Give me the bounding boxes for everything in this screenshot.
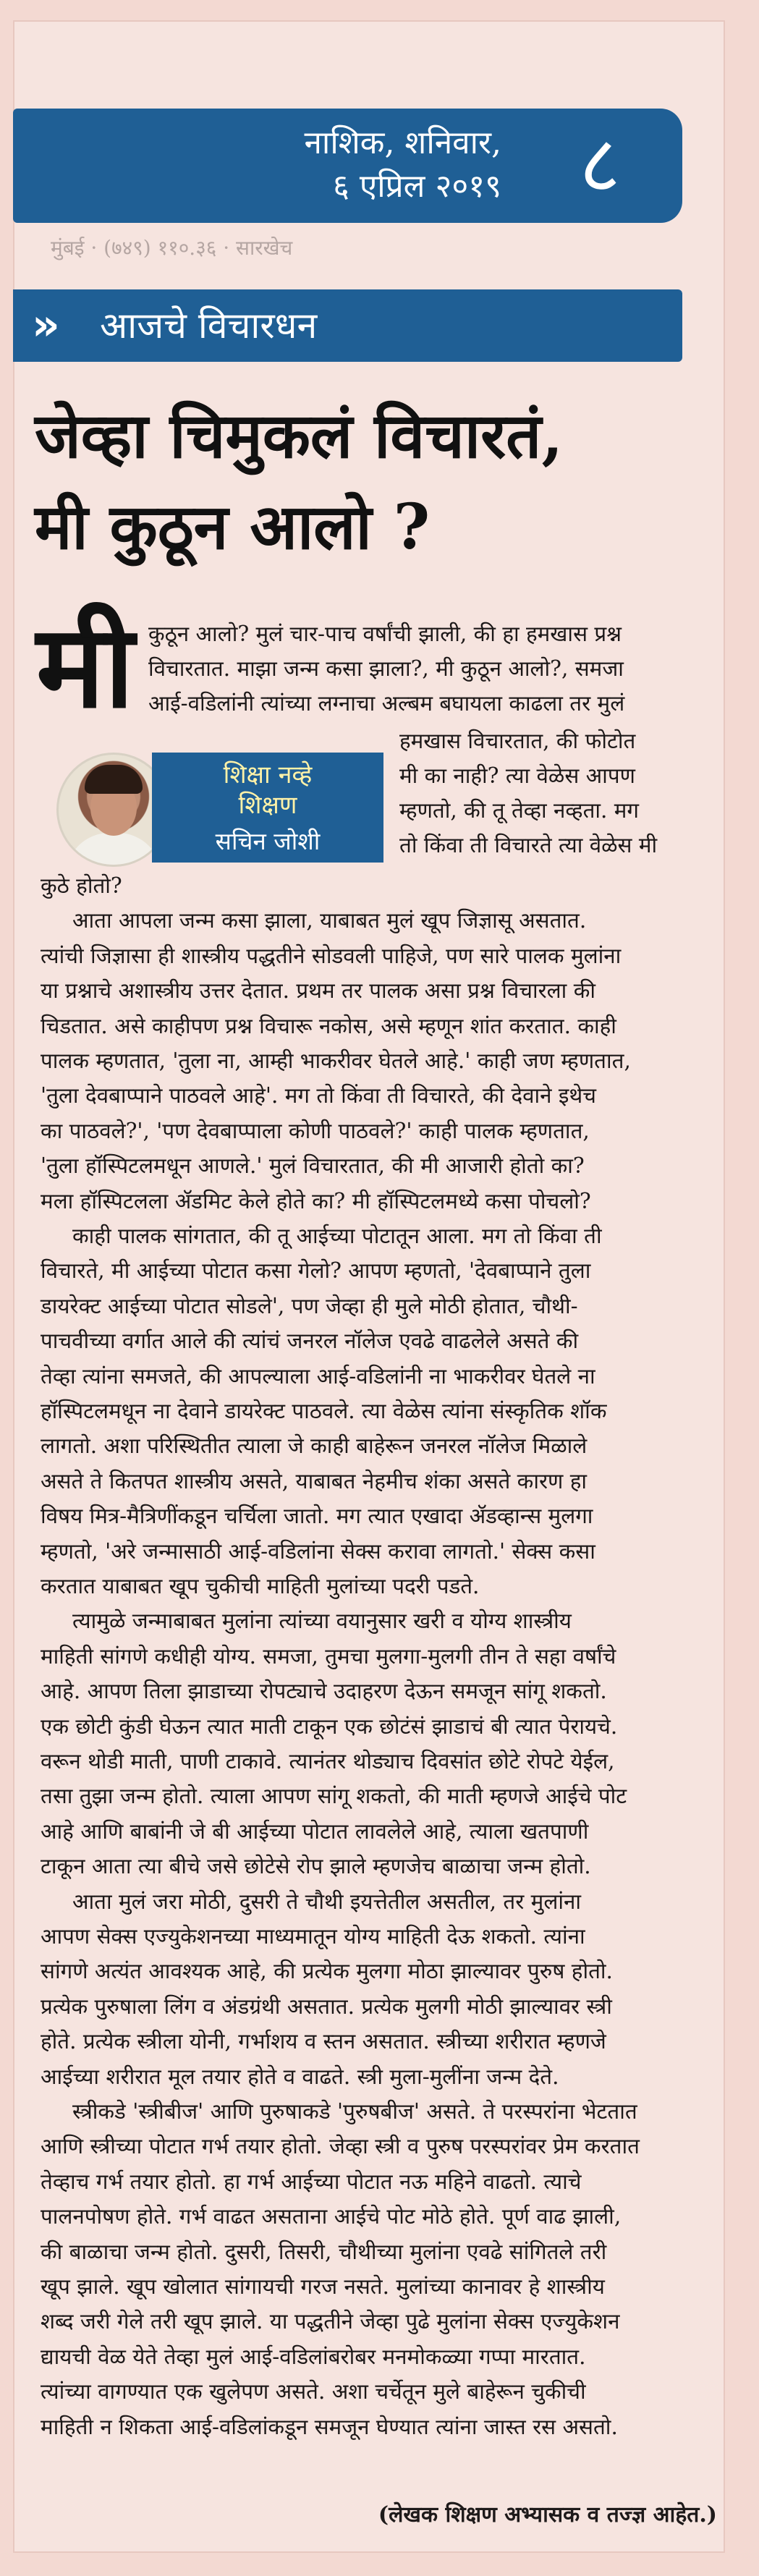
photo-hair (85, 765, 143, 794)
date-banner (13, 109, 682, 223)
article-line: तेव्हाच गर्भ तयार होतो. हा गर्भ आईच्या पोटात नऊ महिने वाढतो. त्याचे (41, 2169, 582, 2194)
section-title: आजचे विचारधन (100, 305, 318, 347)
article-line: त्यांच्या वागण्यात एक खुलेपण असते. अशा चर्चेतून मुले बाहेरून चुकीची (41, 2379, 586, 2405)
article-line: त्यांची जिज्ञासा ही शास्त्रीय पद्धतीने सोडवली पाहिजे, पण सारे पालक मुलांना (41, 943, 622, 968)
article-line: म्हणतो, की तू तेव्हा नव्हता. मग (399, 798, 640, 823)
article-line: आता मुलं जरा मोठी, दुसरी ते चौथी इयत्तेतील असतील, तर मुलांना (72, 1889, 581, 1914)
article-line: म्हणतो, 'अरे जन्मासाठी आई-वडिलांना सेक्स करावा लागतो.' सेक्स कसा (41, 1538, 595, 1564)
article-line: मी का नाही? त्या वेळेस आपण (399, 763, 635, 788)
double-chevron-icon: » (32, 300, 60, 350)
article-line: त्यामुळे जन्माबाबत मुलांना त्यांच्या वयानुसार खरी व योग्य शास्त्रीय (72, 1609, 572, 1634)
article-line: खूप झाले. खूप खोलात सांगायची गरज नसते. मुलांच्या कानावर हे शास्त्रीय (41, 2274, 605, 2299)
article-line: चिडतात. असे काहीपण प्रश्न विचारू नकोस, असे म्हणून शांत करतात. काही (41, 1013, 616, 1038)
date-text (305, 122, 501, 208)
article-line: प्रत्येक पुरुषाला लिंग व अंडग्रंथी असतात. प्रत्येक मुलगी मोठी झाल्यावर स्त्री (41, 1994, 612, 2019)
headline (35, 391, 693, 573)
article-line: कुठे होतो? (41, 873, 122, 898)
article-line: आपण सेक्स एज्युकेशनच्या माध्यमातून योग्य माहिती देऊ शकतो. त्यांना (41, 1924, 585, 1949)
article-line: विषय मित्र-मैत्रिणींकडून चर्चिला जातो. मग त्यात एखादा ॲडव्हान्स मुलगा (41, 1504, 593, 1529)
article-line: पालक म्हणतात, 'तुला ना, आम्ही भाकरीवर घेतले आहे.' काही जण म्हणतात, (41, 1048, 631, 1073)
faded-header-strip: मुंबई · (७४९) ११०.३६ · सारखेच (51, 236, 293, 260)
article-line: होते. प्रत्येक स्त्रीला योनी, गर्भाशय व स्तन असतात. स्त्रीच्या शरीरात म्हणजे (41, 2029, 606, 2054)
article-line: माहिती सांगणे कधीही योग्य. समजा, तुमचा मुलगा-मुलगी तीन ते सहा वर्षांचे (41, 1643, 616, 1669)
article-line: 'तुला हॉस्पिटलमधून आणले.' मुलं विचारतात, की मी आजारी होतो का? (41, 1153, 585, 1179)
article-line: आहे आणि बाबांनी जे बी आईच्या पोटात लावलेले आहे, त्याला खतपाणी (41, 1818, 589, 1844)
article-line: एक छोटी कुंडी घेऊन त्यात माती टाकून एक छोटंसं झाडाचं बी त्यात पेरायचे. (41, 1713, 618, 1739)
column-title-line-1: शिक्षा नव्हे (223, 760, 313, 789)
article-line: की बाळाचा जन्म होतो. दुसरी, तिसरी, चौथीच्या मुलांना एवढे सांगितले तरी (41, 2239, 607, 2264)
article-line: शब्द जरी गेले तरी खूप झाले. या पद्धतीने जेव्हा पुढे मुलांना सेक्स एज्युकेशन (41, 2309, 620, 2334)
article-line: स्त्रीकडे 'स्त्रीबीज' आणि पुरुषाकडे 'पुरुषबीज' असते. ते परस्परांना भेटतात (72, 2099, 637, 2124)
article-line: आणि स्त्रीच्या पोटात गर्भ तयार होतो. जेव्हा स्त्री व पुरुष परस्परांवर प्रेम करतात (41, 2134, 640, 2159)
article-line: विचारते, मी आईच्या पोटात कसा गेलो? आपण म्हणतो, 'देवबाप्पाने तुला (41, 1258, 591, 1284)
article-line: आहे. आपण तिला झाडाच्या रोपट्याचे उदाहरण देऊन समजून सांगू शकतो. (41, 1679, 607, 1704)
section-bar (13, 289, 682, 362)
article-line: करतात याबाबत खूप चुकीची माहिती मुलांच्या पदरी पडते. (41, 1574, 480, 1598)
headline-line-1: जेव्हा चिमुकलं विचारतं, (35, 399, 564, 473)
article-line: या प्रश्नाचे अशास्त्रीय उत्तर देतात. प्रथम तर पालक असा प्रश्न विचारला की (41, 978, 595, 1004)
article-line: कुठून आलो? मुलं चार-पाच वर्षांची झाली, की हा हमखास प्रश्न (148, 622, 622, 646)
article-line: पालनपोषण होते. गर्भ वाढत असताना आईचे पोट मोठे होते. पूर्ण वाढ झाली, (41, 2204, 622, 2229)
article-line: का पाठवले?', 'पण देवबाप्पाला कोणी पाठवले?' काही पालक म्हणतात, (41, 1118, 590, 1143)
article-line: पाचवीच्या वर्गात आले की त्यांचं जनरल नॉलेज एवढे वाढलेले असते की (41, 1329, 579, 1354)
article-line: डायरेक्ट आईच्या पोटात सोडले', पण जेव्हा ही मुले मोठी होतात, चौथी- (41, 1293, 578, 1318)
article-line: आई-वडिलांनी त्यांच्या लग्नाचा अल्बम बघायला काढला तर मुलं (148, 691, 625, 716)
article-line: तसा तुझा जन्म होतो. त्याला आपण सांगू शकतो, की माती म्हणजे आईचे पोट (41, 1784, 627, 1809)
column-title-line-2: शिक्षण (238, 791, 297, 820)
headline-line-2: मी कुठून आलो ? (35, 491, 431, 564)
author-column-box (152, 753, 383, 863)
drop-cap: मी (36, 600, 135, 734)
article-line: आता आपला जन्म कसा झाला, याबाबत मुलं खूप जिज्ञासू असतात. (72, 908, 587, 933)
article-line: तेव्हा त्यांना समजते, की आपल्याला आई-वडिलांनी ना भाकरीवर घेतले ना (41, 1363, 595, 1389)
article-line: मला हॉस्पिटलला ॲडमिट केले होते का? मी हॉस्पिटलमध्ये कसा पोचलो? (41, 1188, 591, 1213)
article-line: द्यायची वेळ येते तेव्हा मुलं आई-वडिलांबरोबर मनमोकळ्या गप्पा मारतात. (41, 2344, 586, 2369)
article-line: टाकून आता त्या बीचे जसे छोटेसे रोप झाले म्हणजेच बाळाचा जन्म होतो. (41, 1854, 591, 1879)
article-line: लागतो. अशा परिस्थितीत त्याला जे काही बाहेरून जनरल नॉलेज मिळाले (41, 1433, 588, 1459)
author-name: सचिन जोशी (215, 827, 321, 855)
date-line-1: नाशिक, शनिवार, (304, 124, 501, 161)
page-number: ८ (579, 118, 621, 211)
photo-shirt (66, 833, 161, 867)
article-line: काही पालक सांगतात, की तू आईच्या पोटातून आला. मग तो किंवा ती (72, 1224, 602, 1248)
article-line: वरून थोडी माती, पाणी टाकावे. त्यानंतर थोड्याच दिवसांत छोटे रोपटे येईल, (41, 1749, 615, 1774)
author-byline: (लेखक शिक्षण अभ्यासक व तज्ज्ञ आहेत.) (378, 2502, 717, 2528)
article-line: माहिती न शिकता आई-वडिलांकडून समजून घेण्यात त्यांना जास्त रस असतो. (41, 2414, 618, 2439)
article-line: तो किंवा ती विचारते त्या वेळेस मी (399, 833, 658, 857)
date-line-2: ६ एप्रिल २०१९ (333, 168, 501, 205)
article-line: हमखास विचारतात, की फोटोत (399, 729, 636, 753)
article-line: विचारतात. माझा जन्म कसा झाला?, मी कुठून आलो?, समजा (148, 656, 624, 681)
article-line: असते ते कितपत शास्त्रीय असते, याबाबत नेहमीच शंका असते कारण हा (41, 1468, 588, 1494)
article-line: 'तुला देवबाप्पाने पाठवले आहे'. मग तो किंवा ती विचारते, की देवाने इथेच (41, 1083, 596, 1109)
article-line: आईच्या शरीरात मूल तयार होते व वाढते. स्त्री मुला-मुलींना जन्म देते. (41, 2064, 559, 2089)
article-line: सांगणे अत्यंत आवश्यक आहे, की प्रत्येक मुलगा मोठा झाल्यावर पुरुष होतो. (41, 1959, 613, 1984)
article-line: हॉस्पिटलमधून ना देवाने डायरेक्ट पाठवले. त्या वेळेस त्यांना संस्कृतिक शॉक (41, 1399, 607, 1423)
column-title (152, 760, 383, 821)
